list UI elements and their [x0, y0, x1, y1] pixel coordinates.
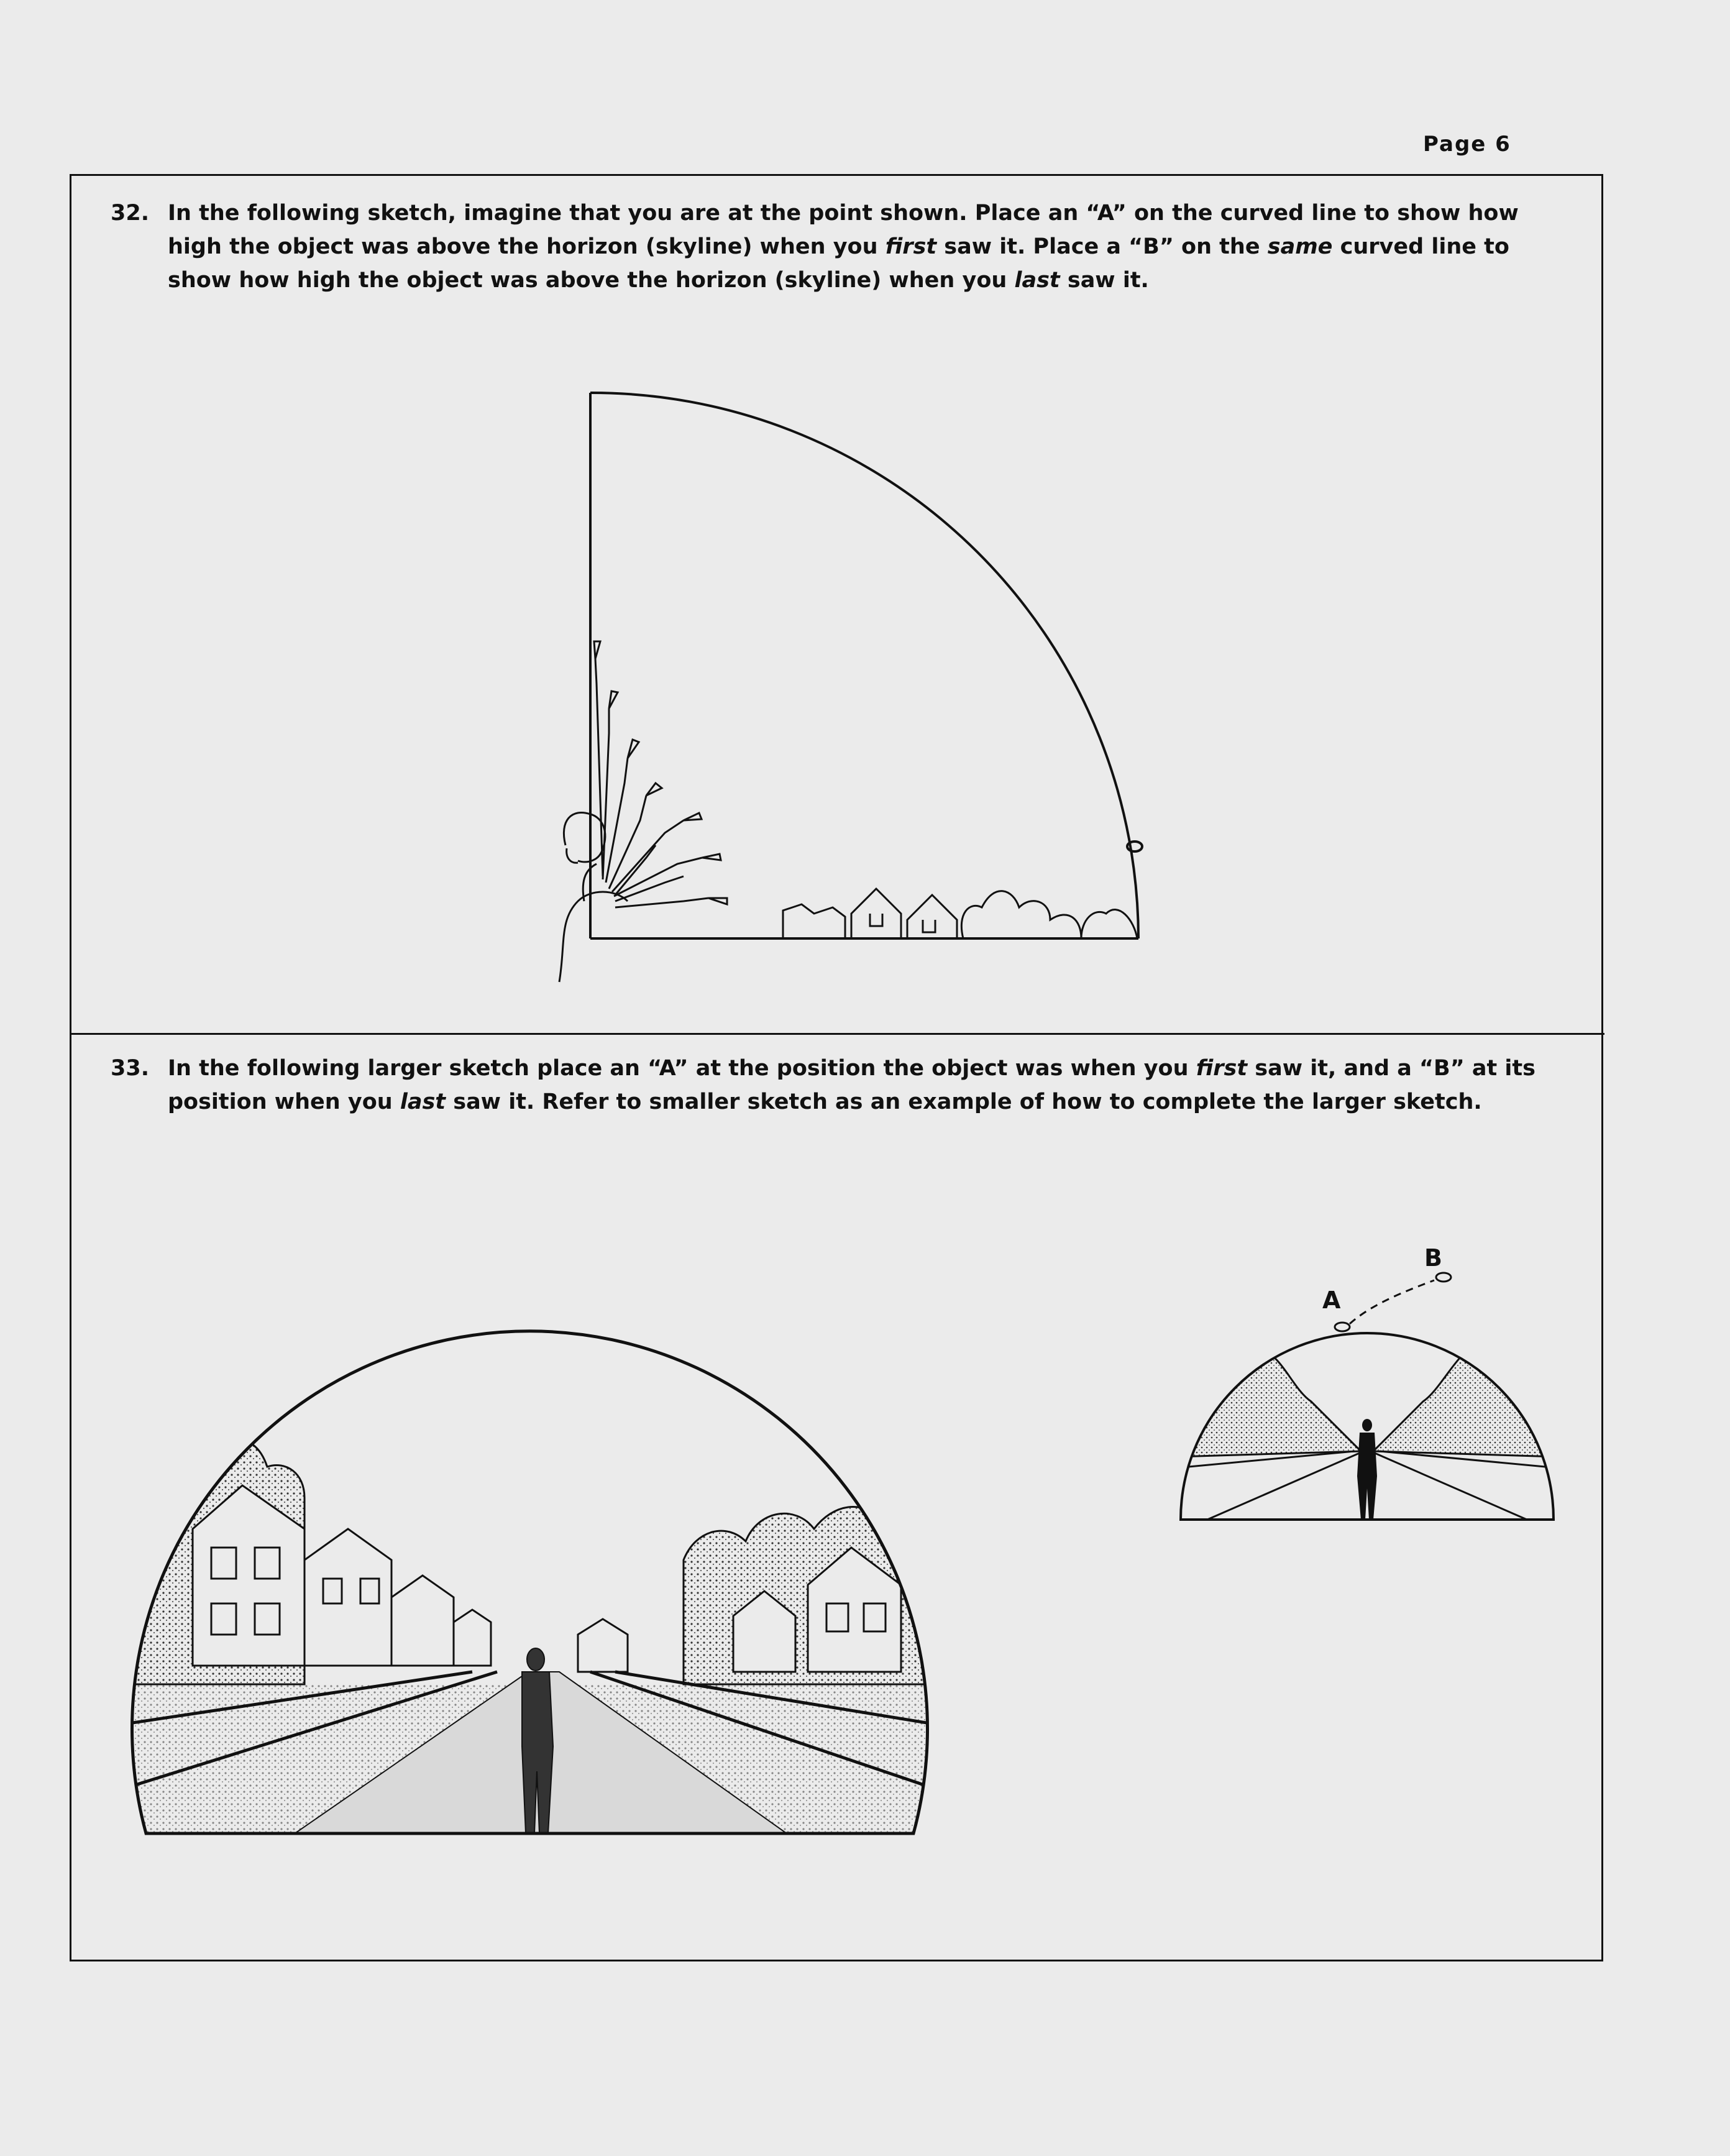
q33-l2-last: last: [400, 1089, 446, 1114]
question-32-line-1: In the following sketch, imagine that you are at the point shown. Place an “A” on the curved line to show how: [168, 201, 1519, 226]
q32-l2-a: high the object was above the horizon (skyline) when you: [168, 234, 886, 259]
section-divider: [70, 1033, 1604, 1035]
q33-l1-first: first: [1196, 1056, 1248, 1081]
q32-l2-b: saw it. Place a “B” on the: [936, 234, 1268, 259]
question-32-text: [168, 196, 1519, 297]
skyline: [783, 889, 1137, 938]
question-32-line-2: [168, 230, 1519, 264]
elevation-curve[interactable]: [590, 393, 1138, 938]
question-32-number: 32.: [111, 201, 150, 226]
q32-l2-same: same: [1267, 234, 1333, 259]
page-number: Page 6: [1423, 132, 1511, 157]
q33-l1-a: In the following larger sketch place an “A” at the position the object was when you: [168, 1056, 1196, 1081]
elevation-arc-sketch: [522, 385, 1143, 982]
q32-l2-c: curved line to: [1332, 234, 1509, 259]
question-33-number: 33.: [111, 1056, 150, 1081]
observer-figure: [559, 641, 727, 982]
left-houses: [193, 1485, 491, 1666]
large-sky-dome-sketch[interactable]: [99, 1237, 957, 1840]
example-label-b: B: [1424, 1244, 1442, 1272]
example-sky-dome-sketch: [1156, 1227, 1578, 1526]
q32-l3-a: show how high the object was above the horizon (skyline) when you: [168, 268, 1015, 293]
q32-l3-last: last: [1014, 268, 1060, 293]
q32-l3-b: saw it.: [1060, 268, 1149, 293]
question-33-line-2: [168, 1085, 1535, 1119]
q33-l2-b: saw it. Refer to smaller sketch as an example of how to complete the larger sketch.: [446, 1089, 1482, 1114]
q32-l2-first: first: [885, 234, 937, 259]
question-33-text: [168, 1052, 1535, 1119]
question-32-line-3: [168, 264, 1519, 297]
q33-l2-a: position when you: [168, 1089, 400, 1114]
q33-l1-b: saw it, and a “B” at its: [1247, 1056, 1535, 1081]
example-object-markers: [1335, 1273, 1451, 1331]
example-label-a: A: [1322, 1287, 1341, 1314]
question-33-line-1: [168, 1052, 1535, 1085]
